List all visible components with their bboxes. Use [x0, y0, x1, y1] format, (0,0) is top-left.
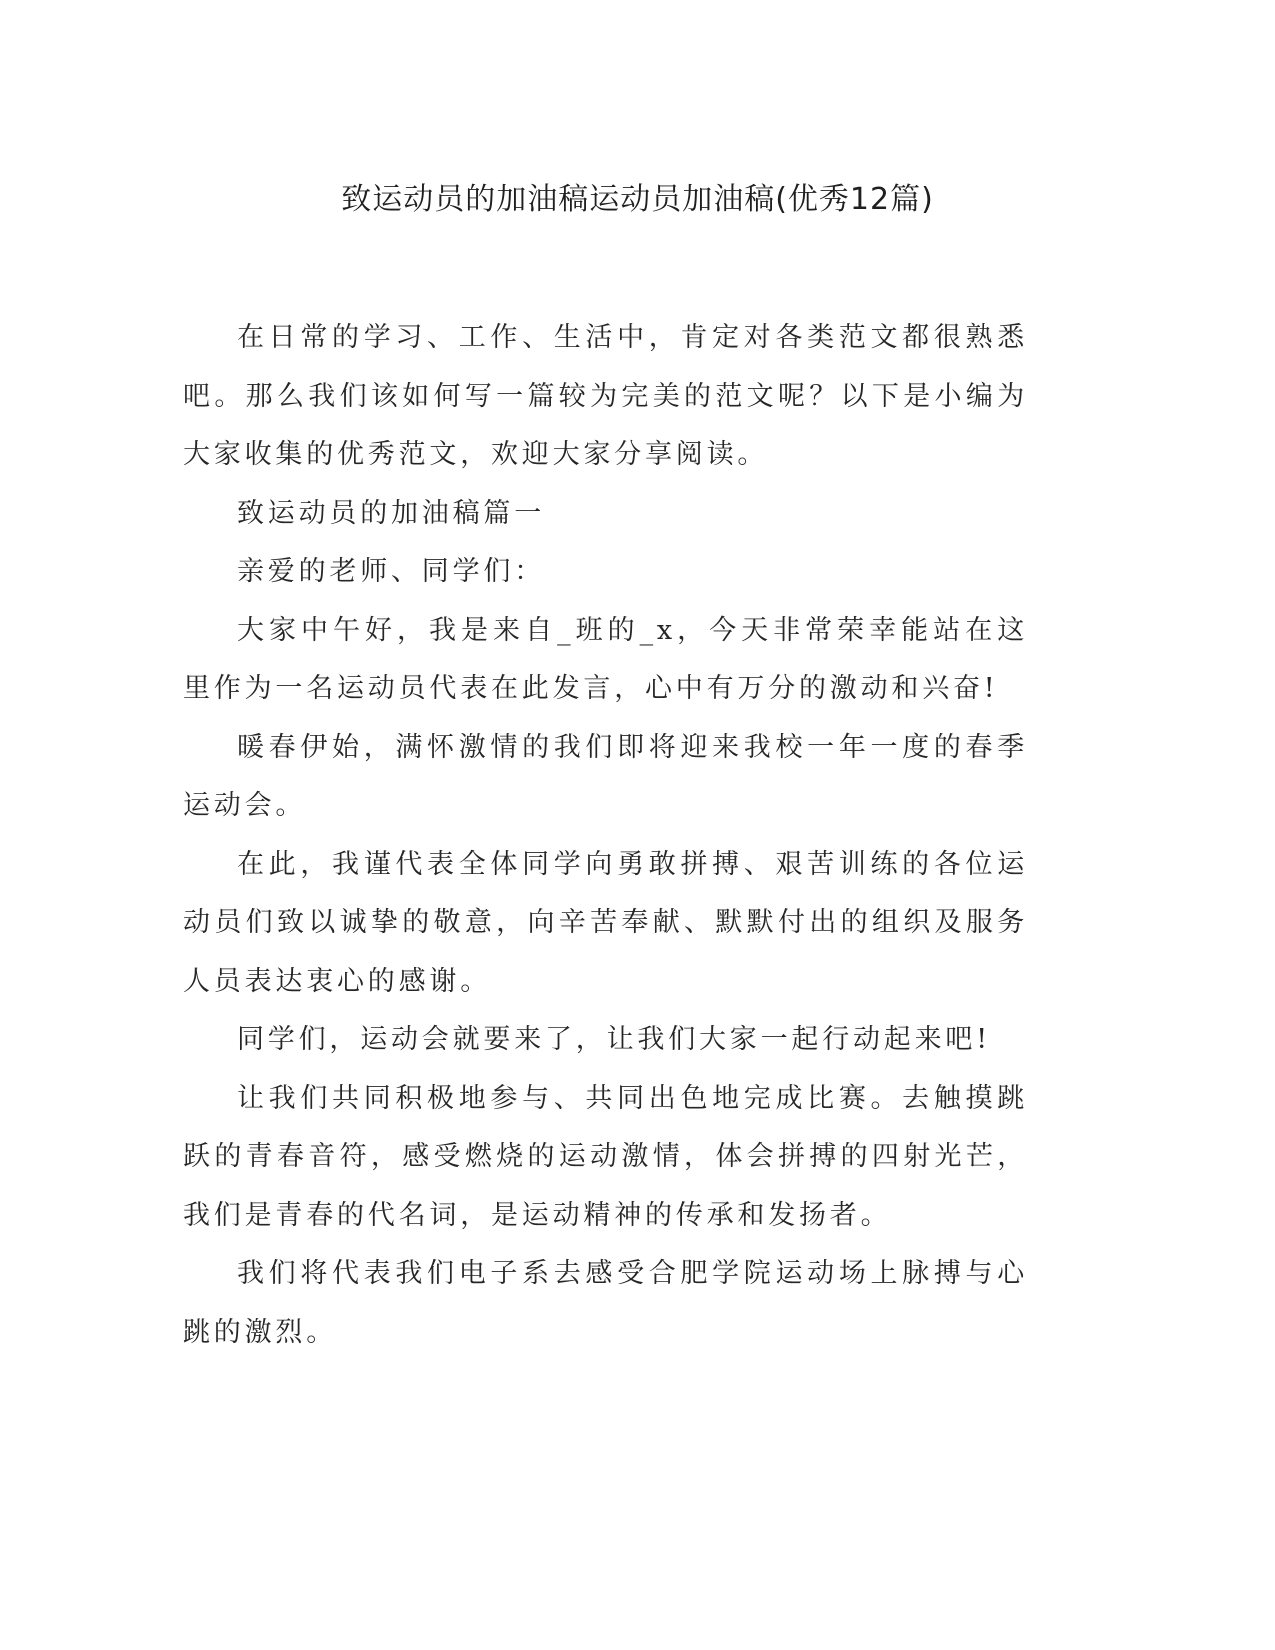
paragraph: 让我们共同积极地参与、共同出色地完成比赛。去触摸跳跃的青春音符，感受燃烧的运动激情，体会拼搏的四射光芒，我们是青春的代名词，是运动精神的传承和发扬者。 [183, 1082, 1028, 1231]
paragraph: 大家中午好，我是来自_班的_x，今天非常荣幸能站在这里作为一名运动员代表在此发言，心中有万分的激动和兴奋! [183, 614, 1028, 704]
paragraph: 在此，我谨代表全体同学向勇敢拼搏、艰苦训练的各位运动员们致以诚挚的敬意，向辛苦奉献、默默付出的组织及服务人员表达衷心的感谢。 [183, 848, 1028, 997]
paragraph: 我们将代表我们电子系去感受合肥学院运动场上脉搏与心跳的激烈。 [183, 1258, 1028, 1348]
document-title: 致运动员的加油稿运动员加油稿(优秀12篇) [341, 182, 934, 217]
paragraph-salutation: 亲爱的老师、同学们： [237, 556, 545, 587]
document-body [183, 309, 1028, 1362]
paragraph: 同学们，运动会就要来了，让我们大家一起行动起来吧! [237, 1024, 991, 1055]
paragraph-section-heading: 致运动员的加油稿篇一 [237, 497, 545, 529]
paragraph: 暖春伊始，满怀激情的我们即将迎来我校一年一度的春季运动会。 [183, 731, 1028, 821]
paragraph-intro: 在日常的学习、工作、生活中，肯定对各类范文都很熟悉吧。那么我们该如何写一篇较为完美的范文呢？以下是小编为大家收集的优秀范文，欢迎大家分享阅读。 [183, 322, 1028, 470]
